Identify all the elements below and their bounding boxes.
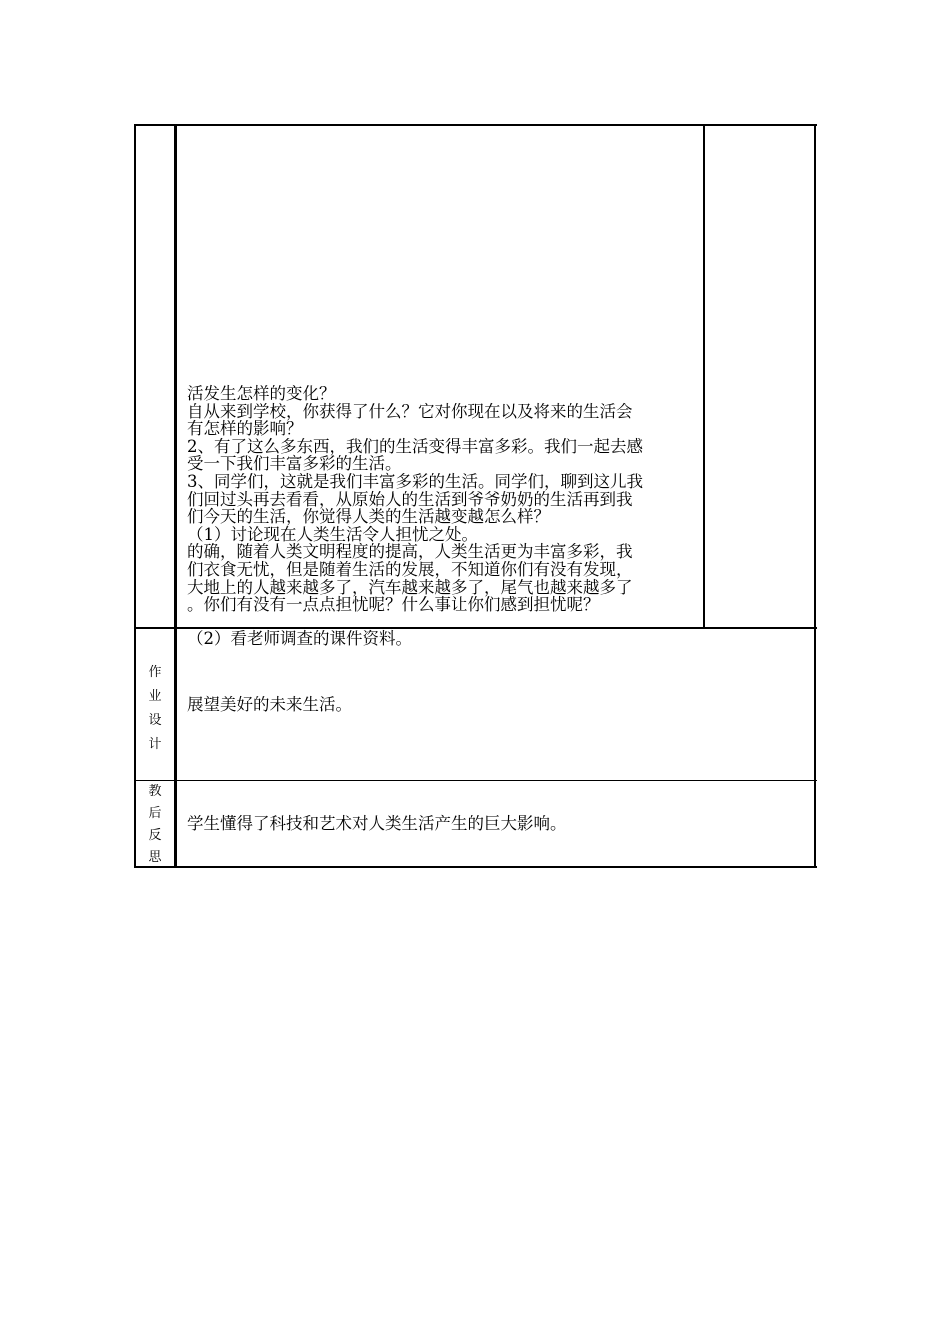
- label-char: 反: [148, 828, 162, 843]
- label-char: 思: [148, 850, 162, 865]
- notes-column-divider: [703, 124, 705, 629]
- label-char: 后: [148, 806, 162, 821]
- content-line: 们回过头再去看看，从原始人的生活到爷爷奶奶的生活再到我: [187, 489, 633, 509]
- content-line: 2、有了这么多东西，我们的生活变得丰富多彩。我们一起去感: [187, 436, 643, 456]
- content-line: 们今天的生活，你觉得人类的生活越变越怎么样？: [187, 507, 550, 527]
- table-top-border: [134, 124, 817, 126]
- content-line-overflow: （2）看老师调查的课件资料。: [187, 629, 412, 648]
- content-line: 3、同学们，这就是我们丰富多彩的生活。同学们，聊到这儿我: [187, 472, 643, 491]
- content-line: 的确，随着人类文明程度的提高，人类生活更为丰富多彩，我: [187, 542, 633, 562]
- content-line: （1）讨论现在人类生活令人担忧之处。: [187, 524, 478, 544]
- content-line: 自从来到学校，你获得了什么？它对你现在以及将来的生活会: [187, 401, 633, 421]
- reflection-content: 学生懂得了科技和艺术对人类生活产生的巨大影响。: [187, 814, 567, 833]
- content-line: 们衣食无忧，但是随着生活的发展，不知道你们有没有发现，: [187, 560, 633, 579]
- homework-content: 展望美好的未来生活。: [187, 695, 352, 714]
- table-left-border: [134, 124, 136, 868]
- content-line: 活发生怎样的变化？: [187, 384, 336, 403]
- table-bottom-border: [134, 866, 817, 868]
- row-divider-reflection: [134, 780, 817, 781]
- label-column-divider: [174, 124, 177, 868]
- label-char: 计: [148, 737, 162, 752]
- content-line: 有怎样的影响？: [187, 419, 303, 439]
- table-right-border: [814, 124, 816, 868]
- content-line: 大地上的人越来越多了，汽车越来越多了，尾气也越来越多了: [187, 577, 633, 597]
- label-char: 教: [148, 784, 162, 799]
- label-char: 作: [148, 665, 162, 680]
- content-line: 受一下我们丰富多彩的生活。: [187, 454, 402, 474]
- label-char: 业: [148, 689, 162, 704]
- content-line: 。你们有没有一点点担忧呢？什么事让你们感到担忧呢？: [187, 595, 600, 615]
- label-char: 设: [148, 713, 162, 728]
